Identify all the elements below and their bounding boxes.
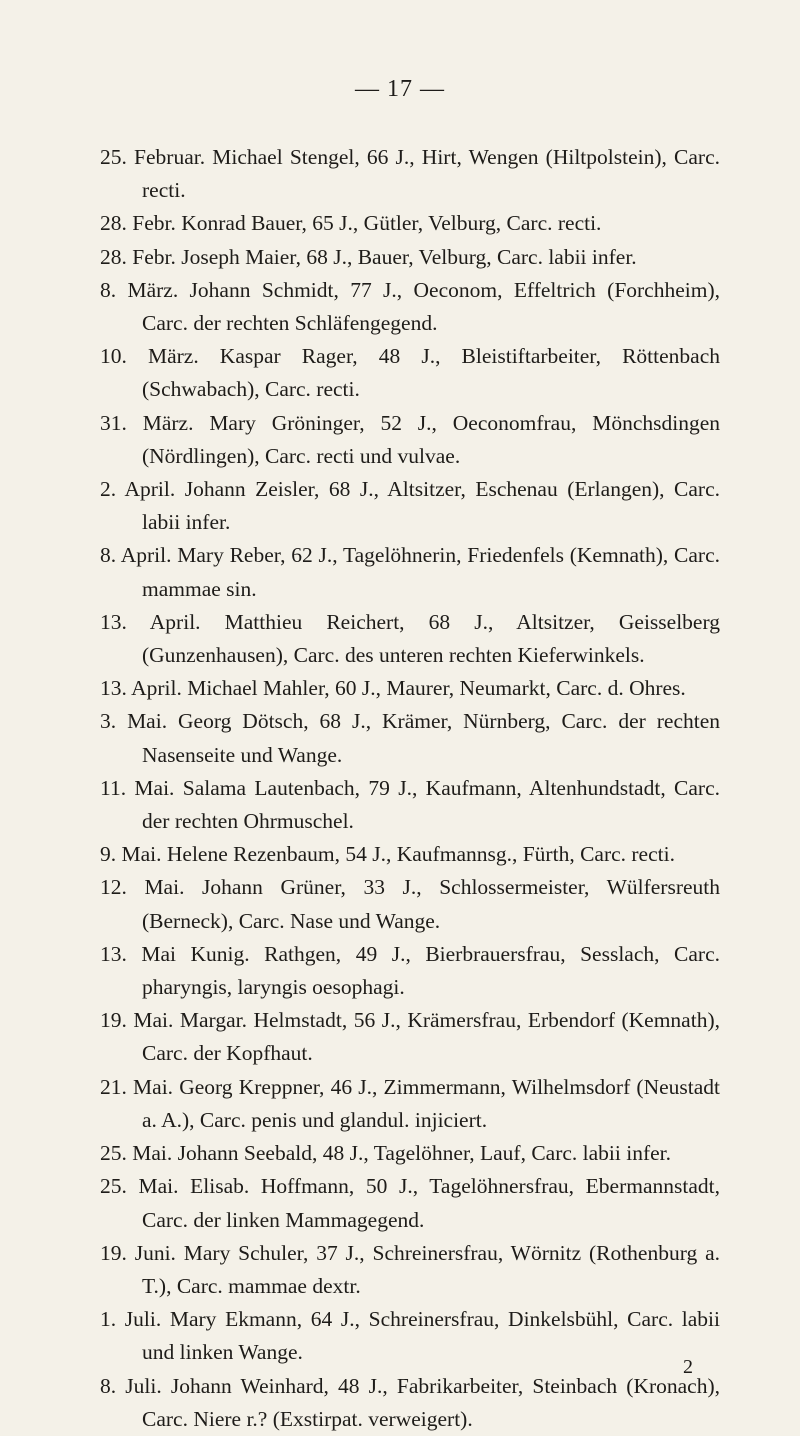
case-entry: 8. März. Johann Schmidt, 77 J., Oeconom, Effeltrich (Forchheim), Carc. der rechten Schläfengegend. <box>100 277 720 336</box>
case-entry: 3. Mai. Georg Dötsch, 68 J., Krämer, Nürnberg, Carc. der rechten Nasenseite und Wange. <box>100 709 720 767</box>
case-entry: 2. April. Johann Zeisler, 68 J., Altsitzer, Eschenau (Erlangen), Carc. labii infer. <box>100 477 720 535</box>
case-entry: 11. Mai. Salama Lautenbach, 79 J., Kaufmann, Altenhundstadt, Carc. der rechten Ohrmuschel. <box>100 775 720 834</box>
case-entry: 12. Mai. Johann Grüner, 33 J., Schlossermeister, Wülfersreuth (Berneck), Carc. Nase und Wange. <box>100 875 720 933</box>
case-entry: 8. April. Mary Reber, 62 J., Tagelöhnerin, Friedenfels (Kemnath), Carc. mammae sin. <box>100 543 720 601</box>
case-entry: 13. April. Michael Mahler, 60 J., Maurer, Neumarkt, Carc. d. Ohres. <box>100 676 686 701</box>
case-entry: 31. März. Mary Gröninger, 52 J., Oeconomfrau, Mönchsdingen (Nördlingen), Carc. recti und vulvae. <box>100 410 720 468</box>
sheet-signature: 2 <box>683 1356 693 1378</box>
case-entry: 19. Mai. Margar. Helmstadt, 56 J., Krämersfrau, Erbendorf (Kemnath), Carc. der Kopfhaut. <box>100 1008 720 1066</box>
case-entry: 10. März. Kaspar Rager, 48 J., Bleistiftarbeiter, Röttenbach (Schwabach), Carc. recti. <box>100 344 720 402</box>
case-entry: 28. Febr. Konrad Bauer, 65 J., Gütler, Velburg, Carc. recti. <box>100 211 602 236</box>
case-entry: 8. Juli. Johann Weinhard, 48 J., Fabrikarbeiter, Steinbach (Kronach), Carc. Niere r.? (Exstirpat. verweigert). <box>100 1373 720 1431</box>
case-entry: 13. Mai Kunig. Rathgen, 49 J., Bierbrauersfrau, Sesslach, Carc. pharyngis, laryngis oesophagi. <box>100 941 720 1000</box>
case-entry: 19. Juni. Mary Schuler, 37 J., Schreinersfrau, Wörnitz (Rothenburg a. T.), Carc. mammae dextr. <box>100 1240 720 1298</box>
case-entry: 25. Mai. Elisab. Hoffmann, 50 J., Tagelöhnersfrau, Ebermannstadt, Carc. der linken Mammagegend. <box>100 1174 720 1232</box>
case-list <box>100 141 720 1436</box>
case-entry: 13. April. Matthieu Reichert, 68 J., Altsitzer, Geisselberg (Gunzenhausen), Carc. des unteren rechten Kieferwinkels. <box>100 609 720 668</box>
case-entry: 25. Februar. Michael Stengel, 66 J., Hirt, Wengen (Hiltpolstein), Carc. recti. <box>100 145 720 203</box>
case-entry: 28. Febr. Joseph Maier, 68 J., Bauer, Velburg, Carc. labii infer. <box>100 244 637 269</box>
page-number-header: — 17 — <box>355 76 445 102</box>
case-entry: 1. Juli. Mary Ekmann, 64 J., Schreinersfrau, Dinkelsbühl, Carc. labii und linken Wange. <box>100 1307 720 1365</box>
case-entry: 21. Mai. Georg Kreppner, 46 J., Zimmermann, Wilhelmsdorf (Neustadt a. A.), Carc. penis und glandul. injiciert. <box>100 1074 720 1132</box>
case-entry: 9. Mai. Helene Rezenbaum, 54 J., Kaufmannsg., Fürth, Carc. recti. <box>100 842 675 867</box>
case-entry: 25. Mai. Johann Seebald, 48 J., Tagelöhner, Lauf, Carc. labii infer. <box>100 1141 672 1166</box>
